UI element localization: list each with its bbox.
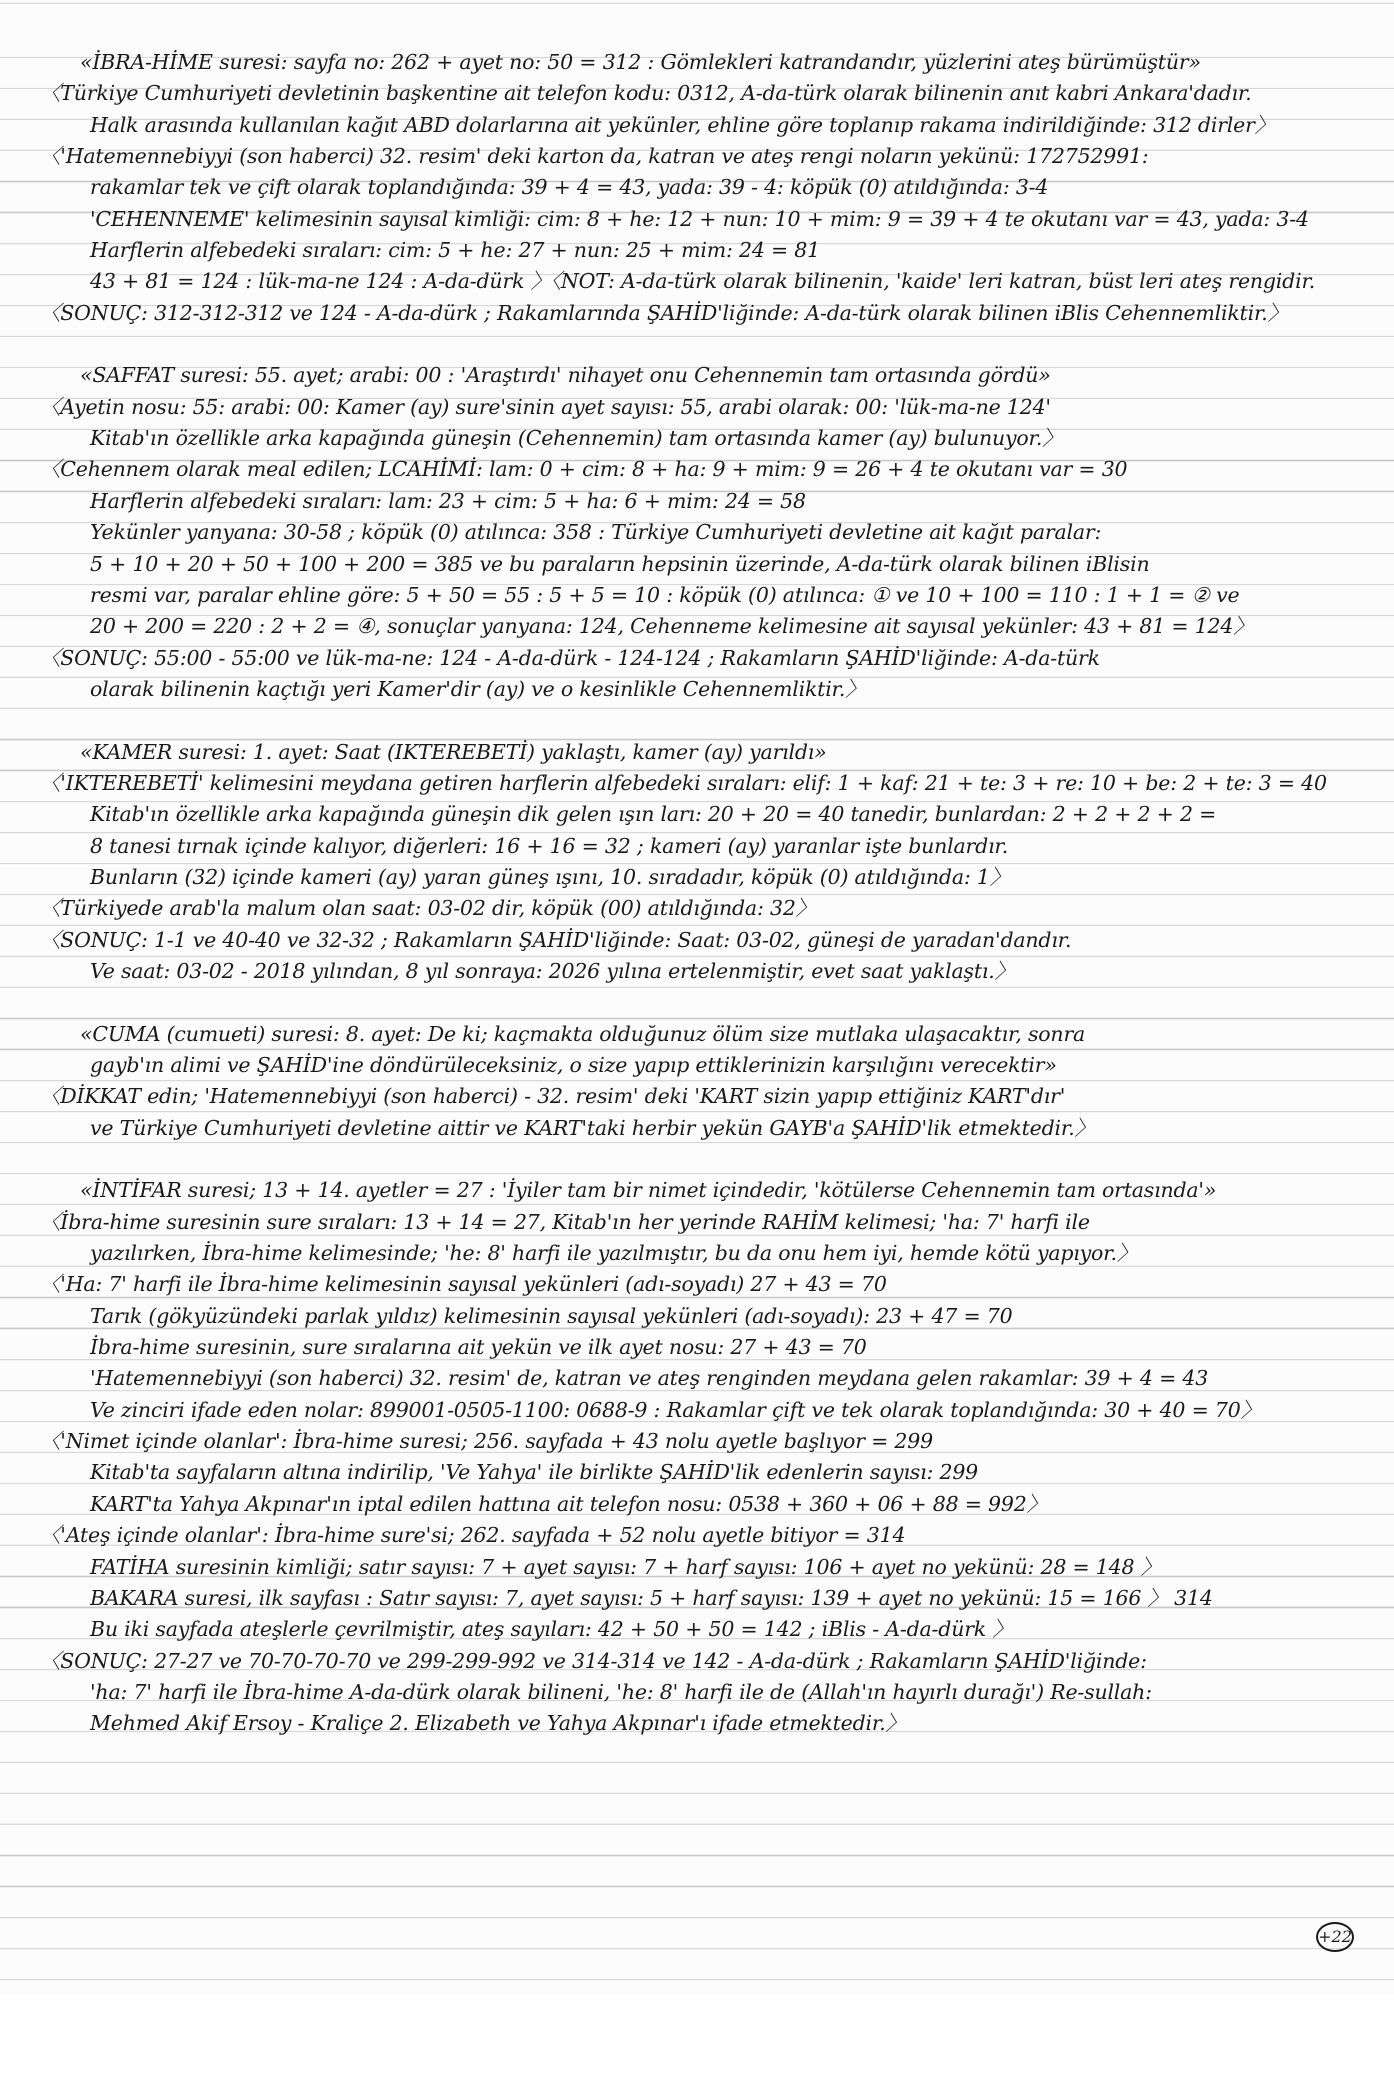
text-line: «İNTİFAR suresi; 13 + 14. ayetler = 27 : 'İyiler tam bir nimet içindedir, 'kötülerse Cehennemin tam ortasında'» (80, 1178, 1217, 1203)
text-line: 5 + 10 + 20 + 50 + 100 + 200 = 385 ve bu paraların hepsinin üzerinde, A-da-türk olarak bilinen iBlisin (90, 551, 1150, 576)
text-line: 20 + 200 = 220 : 2 + 2 = ④, sonuçlar yanyana: 124, Cehenneme kelimesine ait sayısal yekünler: 43 + 81 = 124〉 (90, 614, 1254, 639)
text-line: «KAMER suresi: 1. ayet: Saat (IKTEREBETİ) yaklaştı, kamer (ay) yarıldı» (80, 739, 827, 764)
text-line: Kitab'ın özellikle arka kapağında güneşin dik gelen ışın ları: 20 + 20 = 40 tanedir, bunlardan: 2 + 2 + 2 + 2 = (90, 802, 1217, 827)
text-line: Ve saat: 03-02 - 2018 yılından, 8 yıl sonraya: 2026 yılına ertelenmiştir, evet saat yaklaştı.〉 (90, 958, 1015, 983)
handwritten-text-block (40, 47, 1360, 1740)
text-line: Yekünler yanyana: 30-58 ; köpük (0) atılınca: 358 : Türkiye Cumhuriyeti devletine ait kağıt paralar: (90, 520, 1102, 545)
text-line: Kitab'ta sayfaların altına indirilip, 'Ve Yahya' ile birlikte ŞAHİD'lik edenlerin sayısı: 299 (90, 1460, 979, 1485)
page-number-circle: +22 (1316, 1922, 1354, 1952)
text-line: Tarık (gökyüzündeki parlak yıldız) kelimesinin sayısal yekünleri (adı-soyadı): 23 + 47 = 70 (90, 1303, 1013, 1328)
text-line: 〈SONUÇ: 312-312-312 ve 124 - A-da-dürk ; Rakamlarında ŞAHİD'liğinde: A-da-türk olarak bilinen iBlis Cehennemliktir.〉 (40, 300, 1288, 325)
text-line: Bu iki sayfada ateşlerle çevrilmiştir, ateş sayıları: 42 + 50 + 50 = 142 ; iBlis - A-da-dürk 〉 (90, 1617, 1013, 1642)
text-line: ve Türkiye Cumhuriyeti devletine aittir ve KART'taki herbir yekün GAYB'a ŞAHİD'lik etmektedir.〉 (90, 1115, 1095, 1140)
text-line: 〈Türkiyede arab'la malum olan saat: 03-02 dir, köpük (00) atıldığında: 32〉 (40, 896, 816, 921)
text-line: Mehmed Akif Ersoy - Kraliçe 2. Elizabeth ve Yahya Akpınar'ı ifade etmektedir.〉 (90, 1711, 906, 1736)
text-line: «İBRA-HİME suresi: sayfa no: 262 + ayet no: 50 = 312 : Gömlekleri katrandandır, yüzlerini ateş bürümüştür» (80, 50, 1201, 74)
text-line: Ve zinciri ifade eden nolar: 899001-0505-1100: 0688-9 : Rakamlar çift ve tek olarak toplandığında: 30 + 40 = 70〉 (90, 1397, 1261, 1422)
text-line: Kitab'ın özellikle arka kapağında güneşin (Cehennemin) tam ortasında kamer (ay) bulunuyor.〉 (90, 426, 1063, 451)
text-line: 43 + 81 = 124 : lük-ma-ne 124 : A-da-dürk 〉〈NOT: A-da-türk olarak bilinenin, 'kaide' leri katran, büst leri ateş rengidir. (90, 269, 1316, 294)
text-line (40, 987, 1360, 1018)
text-line: 〈SONUÇ: 55:00 - 55:00 ve lük-ma-ne: 124 - A-da-dürk - 124-124 ; Rakamların ŞAHİD'liğinde: A-da-türk (40, 645, 1100, 670)
text-line: 〈'Hatemennebiyyi (son haberci) 32. resim' deki karton da, katran ve ateş rengi noların yekünü: 172752991: (40, 144, 1149, 169)
text-line: yazılırken, İbra-hime kelimesinde; 'he: 8' harfi ile yazılmıştır, bu da onu hem iyi, hemde kötü yapıyor.〉 (90, 1241, 1138, 1266)
text-line: KART'ta Yahya Akpınar'ın iptal edilen hattına ait telefon nosu: 0538 + 360 + 06 + 88 = 992〉 (90, 1491, 1047, 1516)
text-line: 〈'Ateş içinde olanlar': İbra-hime sure'si; 262. sayfada + 52 nolu ayetle bitiyor = 314 (40, 1523, 906, 1548)
text-line: gayb'ın alimi ve ŞAHİD'ine döndürüleceksiniz, o size yapıp ettiklerinizin karşılığını verecektir» (90, 1053, 1057, 1077)
text-line: İbra-hime suresinin, sure sıralarına ait yekün ve ilk ayet nosu: 27 + 43 = 70 (90, 1335, 867, 1360)
text-line: olarak bilinenin kaçtığı yeri Kamer'dir (ay) ve o kesinlikle Cehennemliktir.〉 (90, 676, 866, 701)
text-line: 'ha: 7' harfi ile İbra-hime A-da-dürk olarak bilineni, 'he: 8' harfi ile de (Allah'ın hayırlı durağı') Re-sullah: (90, 1679, 1152, 1704)
text-line: Halk arasında kullanılan kağıt ABD dolarlarına ait yekünler, ehline göre toplanıp rakama indirildiğinde: 312 dirler〉 (90, 112, 1275, 137)
bottom-margin (0, 1995, 1394, 2100)
text-line: 〈'Nimet içinde olanlar': İbra-hime suresi; 256. sayfada + 43 nolu ayetle başlıyor = 299 (40, 1429, 933, 1454)
text-line: 〈DİKKAT edin; 'Hatemennebiyyi (son haberci) - 32. resim' deki 'KART sizin yapıp ettiğiniz KART'dır' (40, 1084, 1066, 1109)
text-line (40, 705, 1360, 736)
text-line: 〈Türkiye Cumhuriyeti devletinin başkentine ait telefon kodu: 0312, A-da-türk olarak bilinenin anıt kabri Ankara'dadır. (40, 81, 1252, 106)
text-line: 'Hatemennebiyyi (son haberci) 32. resim' de, katran ve ateş renginden meydana gelen rakamlar: 39 + 4 = 43 (90, 1366, 1209, 1391)
text-line: BAKARA suresi, ilk sayfası : Satır sayısı: 7, ayet sayısı: 5 + harf sayısı: 139 + ayet no yekünü: 15 = 166 〉 314 (90, 1585, 1213, 1610)
text-line: Harflerin alfebedeki sıraları: cim: 5 + he: 27 + nun: 25 + mim: 24 = 81 (90, 238, 820, 263)
text-line: 'CEHENNEME' kelimesinin sayısal kimliği: cim: 8 + he: 12 + nun: 10 + mim: 9 = 39 + 4 te okutanı var = 43, yada: 3-4 (90, 206, 1309, 231)
text-line: «SAFFAT suresi: 55. ayet; arabi: 00 : 'Araştırdı' nihayet onu Cehennemin tam ortasında gördü» (80, 363, 1051, 388)
text-line (40, 1144, 1360, 1175)
text-line: 〈Cehennem olarak meal edilen; LCAHİMİ: lam: 0 + cim: 8 + ha: 9 + mim: 9 = 26 + 4 te okutanı var = 30 (40, 457, 1128, 482)
text-line: «CUMA (cumueti) suresi: 8. ayet: De ki; kaçmakta olduğunuz ölüm size mutlaka ulaşacaktır, sonra (80, 1021, 1086, 1046)
text-line: 〈'IKTEREBETİ' kelimesini meydana getiren harflerin alfebedeki sıraları: elif: 1 + kaf: 21 + te: 3 + re: 10 + be: 2 + te: 3 = 40 (40, 770, 1327, 795)
text-line: rakamlar tek ve çift olarak toplandığında: 39 + 4 = 43, yada: 39 - 4: köpük (0) atıldığında: 3-4 (90, 175, 1049, 200)
text-line: resmi var, paralar ehline göre: 5 + 50 = 55 : 5 + 5 = 10 : köpük (0) atılınca: ① ve 10 + 100 = 110 : 1 + 1 = ② ve (90, 582, 1240, 607)
text-line (40, 329, 1360, 360)
text-line: FATİHA suresinin kimliği; satır sayısı: 7 + ayet sayısı: 7 + harf sayısı: 106 + ayet no yekünü: 28 = 148 〉 (90, 1554, 1161, 1579)
text-line: 8 tanesi tırnak içinde kalıyor, diğerleri: 16 + 16 = 32 ; kameri (ay) yaranlar işte bunlardır. (90, 833, 1009, 858)
text-line: 〈SONUÇ: 1-1 ve 40-40 ve 32-32 ; Rakamların ŞAHİD'liğinde: Saat: 03-02, güneşi de yaradan'dandır. (40, 927, 1072, 952)
text-line: 〈'Ha: 7' harfi ile İbra-hime kelimesinin sayısal yekünleri (adı-soyadı) 27 + 43 = 70 (40, 1272, 887, 1297)
text-line: 〈SONUÇ: 27-27 ve 70-70-70-70 ve 299-299-992 ve 314-314 ve 142 - A-da-dürk ; Rakamların ŞAHİD'liğinde: (40, 1648, 1147, 1673)
text-line: 〈Ayetin nosu: 55: arabi: 00: Kamer (ay) sure'sinin ayet sayısı: 55, arabi olarak: 00: 'lük-ma-ne 124' (40, 394, 1051, 419)
text-line: Bunların (32) içinde kameri (ay) yaran güneş ışını, 10. sıradadır, köpük (0) atıldığında: 1〉 (90, 864, 1011, 889)
text-line: 〈İbra-hime suresinin sure sıraları: 13 + 14 = 27, Kitab'ın her yerinde RAHİM kelimesi; 'ha: 7' harfi ile (40, 1209, 1090, 1234)
text-line: Harflerin alfebedeki sıraları: lam: 23 + cim: 5 + ha: 6 + mim: 24 = 58 (90, 488, 806, 513)
